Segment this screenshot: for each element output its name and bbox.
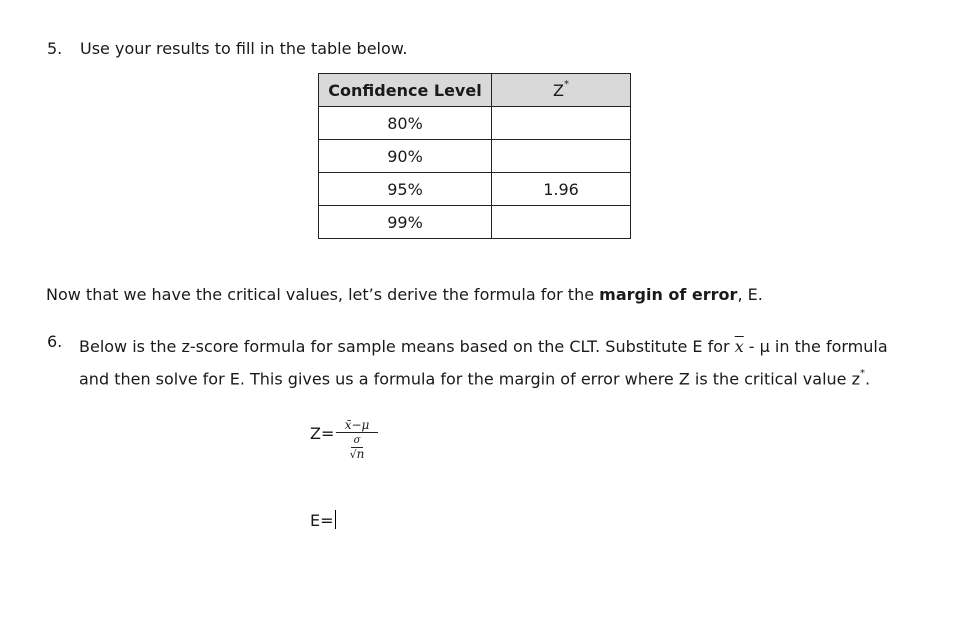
cell-z[interactable] — [492, 206, 631, 239]
formula-numerator: x̄−μ — [336, 418, 378, 433]
table-row — [319, 206, 631, 239]
table-row — [319, 173, 631, 206]
table-header-row — [319, 74, 631, 107]
question-6-number: 6. — [47, 332, 63, 351]
cell-confidence: 99% — [319, 206, 492, 239]
cell-z[interactable] — [492, 140, 631, 173]
question-6-text: Below is the z-score formula for sample means based on the CLT. Substitute E for $\overline{x}$ - μ in the formula and then solve for E. This gives us a formula for the margin of error where Z is the critical value z*. — [79, 337, 888, 389]
question-5-text: Use your results to fill in the table below. — [80, 39, 408, 58]
formula-lhs: Z= — [310, 424, 335, 443]
answer-label: E= — [310, 511, 334, 530]
cell-confidence: 80% — [319, 107, 492, 140]
margin-of-error-intro: Now that we have the critical values, let’s derive the formula for the margin of error, E. — [46, 285, 763, 304]
x-bar-symbol: $\overline{x}$ — [734, 337, 744, 356]
margin-of-error-term: margin of error — [599, 285, 738, 304]
header-confidence-level: Confidence Level — [319, 74, 492, 107]
formula-fraction — [336, 418, 378, 461]
header-z-star: Z* — [492, 74, 631, 107]
cell-z[interactable] — [492, 107, 631, 140]
answer-line[interactable] — [310, 510, 336, 530]
cell-confidence: 95% — [319, 173, 492, 206]
cell-confidence: 90% — [319, 140, 492, 173]
table-row — [319, 107, 631, 140]
cell-z[interactable]: 1.96 — [492, 173, 631, 206]
text-cursor — [335, 510, 336, 529]
table-row — [319, 140, 631, 173]
confidence-table — [318, 73, 631, 239]
question-5-number: 5. — [47, 39, 63, 58]
formula-denominator: σ √n — [349, 435, 365, 461]
